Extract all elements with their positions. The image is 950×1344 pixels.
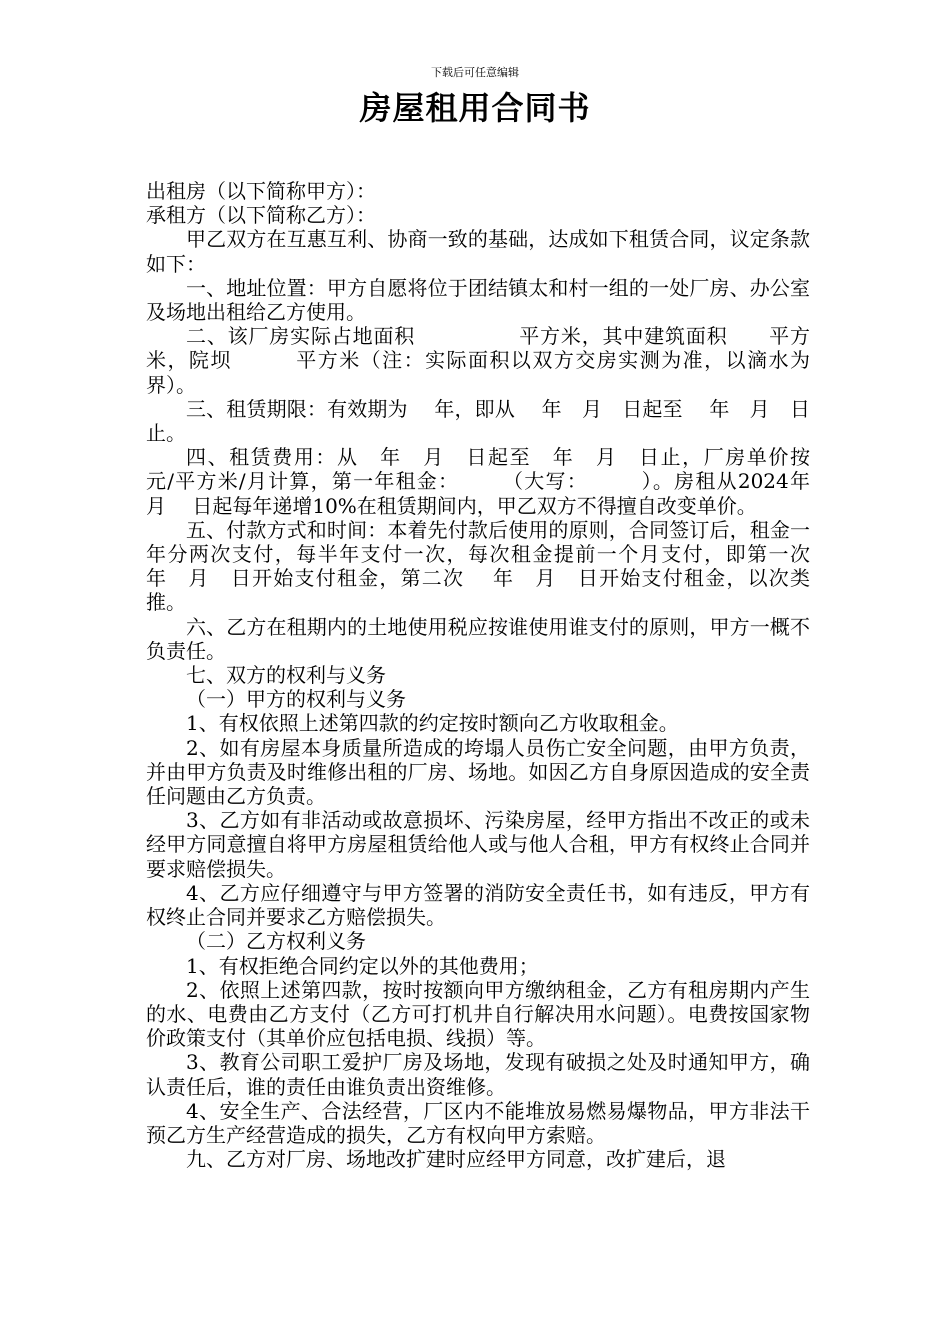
header-note: 下载后可任意编辑 xyxy=(431,66,519,79)
contract-body xyxy=(146,179,837,1172)
party-a-item-4: 4、乙方应仔细遵守与甲方签署的消防安全责任书，如有违反，甲方有权终止合同并要求乙方赔偿损失。 xyxy=(146,880,810,930)
preamble-paragraph: 甲乙双方在互惠互利、协商一致的基础，达成如下租赁合同，议定条款如下： xyxy=(146,227,810,276)
party-a-heading: （一）甲方的权利与义务 xyxy=(186,687,406,712)
party-b-item-1: 1、有权拒绝合同约定以外的其他费用； xyxy=(186,953,539,978)
clause-term: 三、租赁期限：有效期为 年，即从 年 月 日起至 年 月 日止。 xyxy=(146,396,810,446)
party-b-item-3: 3、教育公司职工爱护厂房及场地，发现有破损之处及时通知甲方，确认责任后，谁的责任由谁负责出资维修。 xyxy=(146,1050,810,1099)
party-a-item-3: 3、乙方如有非活动或故意损坏、污染房屋，经甲方指出不改正的或未经甲方同意擅自将甲方房屋租赁给他人或与他人合租，甲方有权终止合同并要求赔偿损失。 xyxy=(146,808,810,881)
clause-location: 一、地址位置：甲方自愿将位于团结镇太和村一组的一处厂房、办公室及场地出租给乙方使用。 xyxy=(146,275,810,325)
lessor-line: 出租房（以下简称甲方）： xyxy=(146,179,376,203)
party-b-item-4: 4、安全生产、合法经营，厂区内不能堆放易燃易爆物品，甲方非法干预乙方生产经营造成的损失，乙方有权向甲方索赔。 xyxy=(146,1098,810,1147)
clause-payment: 五、付款方式和时间：本着先付款后使用的原则，合同签订后，租金一年分两次支付，每半年支付一次，每次租金提前一个月支付，即第一次 年 月 日开始支付租金，第二次 年 月 日开始支付租金，以次类推。 xyxy=(146,517,837,615)
party-a-item-2: 2、如有房屋本身质量所造成的垮塌人员伤亡安全问题，由甲方负责，并由甲方负责及时维修出租的厂房、场地。如因乙方自身原因造成的安全责任问题由乙方负责。 xyxy=(146,735,810,809)
clause-area: 二、该厂房实际占地面积 平方米，其中建筑面积 平方米，院坝 平方米（注：实际面积以双方交房实测为准，以滴水为界）。 xyxy=(146,324,810,397)
party-b-item-2: 2、依照上述第四款，按时按额向甲方缴纳租金，乙方有租房期内产生的水、电费由乙方支付（乙方可打机井自行解决用水问题）。电费按国家物价政策支付（其单价应包括电损、线损）等。 xyxy=(146,977,810,1051)
document-title: 房屋租用合同书 xyxy=(359,89,591,127)
party-b-heading: （二）乙方权利义务 xyxy=(186,929,366,954)
party-a-item-1: 1、有权依照上述第四款的约定按时额向乙方收取租金。 xyxy=(186,711,679,736)
clause-rent: 四、租赁费用：从 年 月 日起至 年 月 日止，厂房单价按 元/平方米/月计算，第一年租金： （大写： ）。房租从2024年 月 日起每年递增10%在租赁期间内，甲乙双方不得擅自改变单价。 xyxy=(146,445,837,518)
clause-rights-heading: 七、双方的权利与义务 xyxy=(186,663,386,688)
lessee-line: 承租方（以下简称乙方）： xyxy=(146,203,376,228)
clause-land-tax: 六、乙方在租期内的土地使用税应按谁使用谁支付的原则，甲方一概不负责任。 xyxy=(146,614,810,663)
clause-renovation: 九、乙方对厂房、场地改扩建时应经甲方同意，改扩建后，退 xyxy=(186,1147,726,1172)
